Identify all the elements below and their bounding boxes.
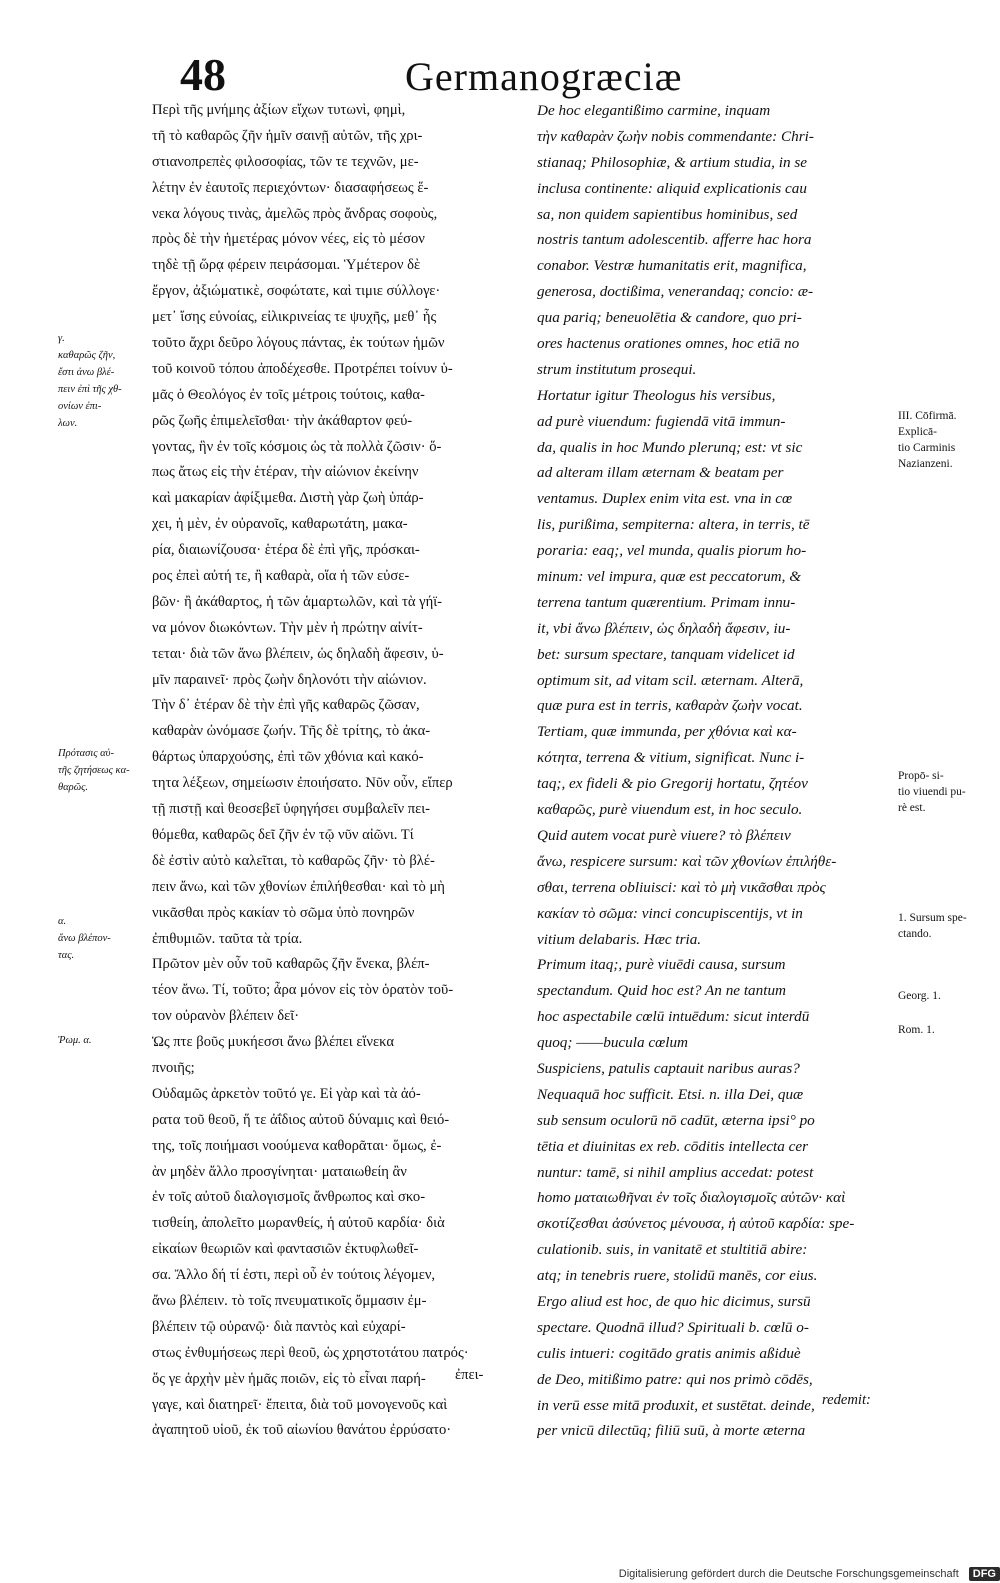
greek-text-line: δὲ ἐστὶν αὐτὸ καλεῖται, τὸ καθαρῶς ζῆν· τὸ βλέ-	[152, 852, 435, 869]
latin-text-line: καθαρῶς, purè viuendum est, in hoc seculo.	[537, 801, 803, 819]
greek-text-line: μῖν παραινεῖ· πρὸς ζωὴν δηλονότι τὴν αἰώνιον.	[152, 671, 427, 688]
greek-text-line: Πρῶτον μὲν οὖν τοῦ καθαρῶς ζῆν ἕνεκα, βλέπ-	[152, 956, 430, 973]
margin-note-left-2	[58, 745, 150, 796]
latin-text-line: Suspiciens, patulis captauit naribus auras?	[537, 1059, 800, 1077]
greek-text-line: Ὡς πτε βοῦς μυκήεσσι ἄνω βλέπει εἵνεκα	[152, 1034, 394, 1051]
greek-text-line: πειν ἄνω, καὶ τῶν χθονίων ἐπιλήθεσθαι· καὶ τὸ μὴ	[152, 878, 445, 895]
greek-text-line: καὶ μακαρίαν ἀφίξιμεθα. Διστὴ γὰρ ζωὴ ὑπάρ-	[152, 490, 424, 507]
margin-note-line: γ.	[58, 333, 65, 344]
latin-text-line: qua pariq; beneuolētia & candore, quo pri-	[537, 309, 802, 327]
greek-text-line: ἄνω βλέπειν. τὸ τοῖς πνευματικοῖς ὄμμασιν ἐμ-	[152, 1292, 427, 1309]
latin-text-line: ad alteram illam æternam & beatam per	[537, 464, 784, 482]
greek-text-line: ἔργον, ἀξιώματικὲ, σοφώτατε, καὶ τιμιε σύλλογε·	[152, 283, 441, 300]
margin-note-line: tio Carminis	[898, 442, 956, 454]
greek-text-line: πρὸς δὲ τὴν ἡμετέρας μόνον νέες, εἰς τὸ μέσον	[152, 231, 425, 248]
page-number: 48	[180, 49, 226, 100]
margin-note-line: III. Cōfirmā.	[898, 410, 957, 422]
latin-text-line: per vnicū dilectūq; filiū suū, à morte æterna	[537, 1422, 806, 1440]
margin-note-line: Ῥωμ. α.	[58, 1035, 92, 1046]
latin-text-line: σκοτίζεσθαι ἀσύνετος μένουσα, ἡ αὐτοῦ καρδία: spe-	[537, 1215, 855, 1233]
greek-text-line: λέτην ἐν ἑαυτοῖς περιεχόντων· διασαφήσεως ἕ-	[152, 179, 429, 196]
latin-text-line: Primum itaq;, purè viuēdi causa, sursum	[537, 956, 786, 974]
margin-note-left-3	[58, 913, 150, 964]
margin-note-line: rè est.	[898, 802, 926, 814]
greek-text-line: καθαρὰν ὠνόμασε ζωήν. Τῆς δὲ τρίτης, τὸ ἀκα-	[152, 723, 431, 740]
latin-text-line: De hoc elegantißimo carmine, inquam	[537, 102, 771, 119]
digitization-footer	[615, 1565, 1000, 1583]
latin-text-line: strum institutum prosequi.	[537, 360, 697, 378]
margin-note-line: τῆς ζητήσεως κα-	[58, 765, 130, 776]
greek-text-line: Τὴν δ᾽ ἑτέραν δὲ τὴν ἐπὶ γῆς καθαρῶς ζῶσαν,	[152, 697, 420, 714]
latin-text-line: nuntur: tamē, si nihil amplius accedat: potest	[537, 1163, 814, 1181]
latin-text-line: generosa, doctißima, venerandaq; concio: æ-	[537, 283, 814, 301]
latin-text-line: optimum sit, ad vitam scil. æternam. Alterā,	[537, 671, 804, 689]
latin-text-line: stianaq; Philosophiæ, & artium studia, in se	[537, 153, 808, 171]
greek-text-line: τον οὐρανὸν βλέπειν δεῖ·	[152, 1008, 300, 1025]
margin-note-right-5	[898, 1022, 998, 1038]
margin-note-line: καθαρῶς ζῆν,	[58, 350, 116, 361]
margin-note-right-1	[898, 408, 998, 472]
greek-text-line: ἀγαπητοῦ υἱοῦ, ἐκ τοῦ αἰωνίου θανάτου ἐρρύσατο·	[152, 1422, 452, 1439]
margin-note-line: Propō- si-	[898, 770, 944, 782]
greek-text-line: πως ἄτως εἰς τὴν ἑτέραν, τὴν αἰώνιον ἐκείνην	[152, 464, 419, 481]
margin-note-left-1	[58, 330, 150, 432]
latin-text-line: ventamus. Duplex enim vita est. vna in cœ	[537, 490, 793, 508]
greek-text-line: τοῦτο ἄχρι δεῦρο λόγους πάντας, ἐκ τούτων ἡμῶν	[152, 335, 445, 352]
latin-text-line: bet: sursum spectare, tanquam videlicet id	[537, 645, 795, 663]
greek-catchword: ἐπει-	[455, 1367, 484, 1383]
greek-text-line: τηδὲ τῇ ὥρᾳ φέρειν πειράσομαι. Ὑμέτερον δὲ	[152, 257, 421, 274]
margin-note-line: Rom. 1.	[898, 1024, 935, 1036]
latin-text-line: lis, purißima, sempiterna: altera, in terris, tē	[537, 516, 810, 534]
latin-text-column	[537, 98, 893, 1444]
latin-text-line: quoq; ——bucula cœlum	[537, 1034, 689, 1052]
greek-text-line: τῆ τὸ καθαρῶς ζῆν ἡμῖν σαινῇ αὐτῶν, τῆς χρι-	[152, 127, 423, 144]
greek-text-line: τεται· διὰ τῶν ἄνω βλέπειν, ὡς δηλαδὴ ἄφεσιν, ὑ-	[152, 645, 444, 662]
margin-note-line: 1. Sursum spe-	[898, 912, 967, 924]
greek-text-line: τισθείη, ἀπολεῖτο μωρανθείς, ἡ αὐτοῦ καρδία· διὰ	[152, 1215, 445, 1232]
greek-text-line: της, τοῖς ποιήμασι νοούμενα καθορᾶται· ὅμως, ἐ-	[152, 1137, 442, 1154]
latin-text-line: culis intueri: cogitādo gratis animis aßiduè	[537, 1344, 801, 1362]
latin-text-line: spectandum. Quid hoc est? An ne tantum	[537, 982, 787, 1000]
greek-text-line: ρῶς ζωῆς ἐπιμελεῖσθαι· τὴν ἀκάθαρτον φεύ-	[152, 412, 413, 429]
latin-text-line: Nequaquā hoc sufficit. Etsi. n. illa Dei, quæ	[537, 1085, 804, 1103]
margin-note-line: Πρότασις αὐ-	[58, 748, 114, 759]
greek-text-line: τῇ πιστῇ καὶ θεοσεβεῖ ὑφηγήσει συμβαλεῖν πει-	[152, 801, 431, 818]
greek-text-line: Οὐδαμῶς ἀρκετὸν τοῦτό γε. Εἰ γὰρ καὶ τὰ ἀό-	[152, 1085, 421, 1102]
greek-text-line: ρος ἐπεὶ αὐτή τε, ἢ καθαρὰ, οἵα ἡ τῶν εὐσε-	[152, 568, 410, 585]
greek-text-line: νεκα λόγους τινὰς, ἀμελῶς πρὸς ἄνδρας σοφοὺς,	[152, 205, 438, 222]
latin-text-line: de Deo, mitißimo patre: qui nos primò cōdēs,	[537, 1370, 813, 1388]
funding-credit: Digitalisierung gefördert durch die Deutsche Forschungsgemeinschaft	[615, 1568, 963, 1580]
latin-text-line: conabor. Vestræ humanitatis erit, magnifica,	[537, 257, 807, 275]
latin-text-line: ἄνω, respicere sursum: καὶ τῶν χθονίων ἐπιλήθε-	[537, 852, 837, 870]
margin-note-line: ἔστι ἀνω βλέ-	[58, 367, 115, 378]
greek-text-line: σα. Ἄλλο δή τί ἐστι, περὶ οὗ ἐν τούτοις λέγομεν,	[152, 1267, 436, 1284]
latin-text-line: culationib. suis, in vanitatē et stultitiā abire:	[537, 1241, 808, 1259]
latin-text-line: hoc aspectabile cœlū intuēdum: sicut interdū	[537, 1008, 810, 1026]
greek-text-line: στιανοπρεπὲς φιλοσοφίας, τῶν τε τεχνῶν, με-	[152, 153, 419, 170]
greek-text-line: ρία, διαιωνίζουσα· ἑτέρα δὲ ἐπὶ γῆς, πρόσκαι-	[152, 542, 420, 559]
margin-note-line: θαρῶς.	[58, 782, 89, 793]
greek-text-line: ὰν μηδὲν ἄλλο προσγίνηται· ματαιωθείη ἂν	[152, 1163, 407, 1180]
margin-note-right-3	[898, 910, 998, 942]
margin-note-line: ονίων ἐπι-	[58, 401, 102, 412]
latin-text-line: τὴν καθαρὰν ζωὴν nobis commendante: Chri-	[537, 127, 814, 145]
margin-note-line: Explicā-	[898, 426, 937, 438]
margin-note-right-2	[898, 768, 998, 816]
greek-text-line: νικᾶσθαι πρὸς κακίαν τὸ σῶμα ὑπὸ πονηρῶν	[152, 904, 415, 921]
greek-text-line: πνοιῆς;	[152, 1059, 195, 1076]
latin-text-line: it, vbi ἄνω βλέπειν, ὡς δηλαδὴ ἄφεσιν, iu-	[537, 619, 791, 637]
latin-text-line: ad purè viuendum: fugiendā vitā immun-	[537, 412, 786, 430]
margin-note-line: Georg. 1.	[898, 990, 941, 1002]
margin-note-line: α.	[58, 916, 67, 927]
greek-text-line: τητα λέξεων, σημείωσιν ἐποιήσατο. Νῦν οὖν, εἴπερ	[152, 775, 453, 792]
latin-text-line: poraria: eaq;, vel munda, qualis piorum ho-	[537, 542, 807, 560]
latin-text-line: Hortatur igitur Theologus his versibus,	[537, 386, 776, 404]
greek-text-line: γοντας, ἣν ἐν τοῖς κόσμοις ὡς τὰ πολλὰ ζῶσιν· ὅ-	[152, 438, 442, 455]
greek-text-line: να μόνον διωκόντων. Τὴν μὲν ἡ πρώτην αἰνίτ-	[152, 619, 423, 636]
latin-text-line: σθαι, terrena obliuisci: καὶ τὸ μὴ νικᾶσθαι πρὸς	[537, 878, 826, 896]
margin-note-line: τας.	[58, 950, 75, 961]
latin-text-line: quæ pura est in terris, καθαρὰν ζωὴν vocat.	[537, 697, 803, 715]
greek-text-line: χει, ἡ μὲν, ἐν οὐρανοῖς, καθαρωτάτη, μακα-	[152, 516, 408, 533]
greek-text-line: μετ᾽ ἴσης εὐνοίας, εἰλικρινείας τε ψυχῆς, μεθ᾽ ἧς	[152, 309, 437, 326]
greek-text-line: βῶν· ἢ ἀκάθαρτος, ἡ τῶν ἁμαρτωλῶν, καὶ τὰ γήϊ-	[152, 593, 443, 610]
margin-note-right-4	[898, 988, 998, 1004]
latin-text-line: Tertiam, quæ immunda, per χθόνια καὶ κα-	[537, 723, 797, 741]
greek-text-column	[152, 98, 527, 1444]
greek-text-line: τέον ἄνω. Τί, τοῦτο; ἆρα μόνον εἰς τὸν ὁρατὸν τοῦ-	[152, 982, 454, 999]
margin-note-line: ἄνω βλέπον-	[58, 933, 111, 944]
greek-text-line: ρατα τοῦ θεοῦ, ἥ τε ἀΐδιος αὐτοῦ δύναμις καὶ θειό-	[152, 1111, 450, 1128]
latin-text-line: minum: vel impura, quæ est peccatorum, &	[537, 568, 802, 586]
dfg-logo: DFG	[969, 1567, 1000, 1581]
margin-note-line: πειν ἐπὶ τῆς χθ-	[58, 384, 122, 395]
latin-text-line: tētia et diuinitas ex reb. cōditis intellecta cer	[537, 1137, 809, 1155]
margin-note-line: λων.	[58, 418, 78, 429]
greek-text-line: θόμεθα, καθαρῶς δεῖ ζῆν ἐν τῷ νῦν αἰῶνι. Τί	[152, 826, 414, 843]
greek-text-line: ὅς γε ἀρχὴν μὲν ἡμᾶς ποιῶν, εἰς τὸ εἶναι παρή-	[152, 1370, 426, 1387]
greek-text-line: στως ἐνθυμήσεως περὶ θεοῦ, ὡς χρηστοτάτου πατρός·	[152, 1344, 469, 1361]
latin-text-line: atq; in tenebris ruere, stolidū manēs, cor eius.	[537, 1267, 818, 1285]
latin-text-line: ores hactenus orationes omnes, hoc etiā no	[537, 335, 800, 353]
margin-note-left-4	[58, 1032, 150, 1049]
running-title: Germanogræciæ	[405, 54, 683, 99]
latin-text-line: terrena tantum quærentium. Primam innu-	[537, 593, 796, 611]
latin-text-line: Quid autem vocat purè viuere? τὸ βλέπειν	[537, 826, 791, 844]
latin-text-line: κότητα, terrena & vitium, significat. Nunc i-	[537, 749, 805, 767]
latin-text-line: nostris tantum adolescentib. afferre hac hora	[537, 231, 812, 249]
greek-text-line: τοῦ κοινοῦ τόπου ἀποδέχεσθε. Προτρέπει τοίνυν ὑ-	[152, 360, 453, 377]
margin-note-line: ctando.	[898, 928, 932, 940]
latin-text-line: sa, non quidem sapientibus hominibus, sed	[537, 205, 798, 223]
latin-text-line: inclusa continente: aliquid explicationis cau	[537, 179, 807, 197]
greek-text-line: Περὶ τῆς μνήμης ἀξίων εἴχων τυτωνὶ, φημὶ,	[152, 102, 406, 118]
greek-text-line: μᾶς ὁ Θεολόγος ἐν τοῖς μέτροις τούτοις, καθα-	[152, 386, 425, 403]
greek-text-line: γαγε, καὶ διατηρεῖ· ἔπειτα, διὰ τοῦ μονογενοῦς καὶ	[152, 1396, 448, 1413]
margin-note-line: Nazianzeni.	[898, 458, 953, 470]
latin-text-line: taq;, ex fideli & pio Gregorij hortatu, ζητέον	[537, 775, 808, 793]
latin-text-line: spectare. Quodnā illud? Spirituali b. cœlū o-	[537, 1318, 809, 1336]
greek-text-line: ἐπιθυμιῶν. ταῦτα τὰ τρία.	[152, 930, 303, 947]
greek-text-line: βλέπειν τῷ οὐρανῷ· διὰ παντὸς καὶ εὐχαρί-	[152, 1318, 406, 1335]
latin-catchword: redemit:	[822, 1392, 871, 1408]
margin-note-line: tio viuendi pu-	[898, 786, 966, 798]
latin-text-line: κακίαν τὸ σῶμα: vinci concupiscentijs, vt in	[537, 904, 803, 922]
latin-text-line: da, qualis in hoc Mundo plerunq; est: vt sic	[537, 438, 803, 456]
latin-text-line: homo ματαιωθῆναι ἐν τοῖς διαλογισμοῖς αὐτῶν· καὶ	[537, 1189, 846, 1207]
greek-text-line: εἰκαίων θεωριῶν καὶ φαντασιῶν ἐκτυφλωθεῖ-	[152, 1241, 419, 1258]
greek-text-line: θάρτως ὑπαρχούσης, ἐπὶ τῶν χθόνια καὶ κακό-	[152, 749, 424, 766]
greek-text-line: ἐν τοῖς αὐτοῦ διαλογισμοῖς ἄνθρωπος καὶ σκο-	[152, 1189, 426, 1206]
latin-text-line: Ergo aliud est hoc, de quo hic dicimus, sursū	[537, 1292, 811, 1310]
latin-text-line: sub sensum oculorū nō cadūt, æterna ipsi° po	[537, 1111, 815, 1129]
latin-text-line: vitium delabaris. Hæc tria.	[537, 930, 702, 948]
latin-text-line: in verū esse mitā produxit, et sustētat. deinde,	[537, 1396, 815, 1414]
